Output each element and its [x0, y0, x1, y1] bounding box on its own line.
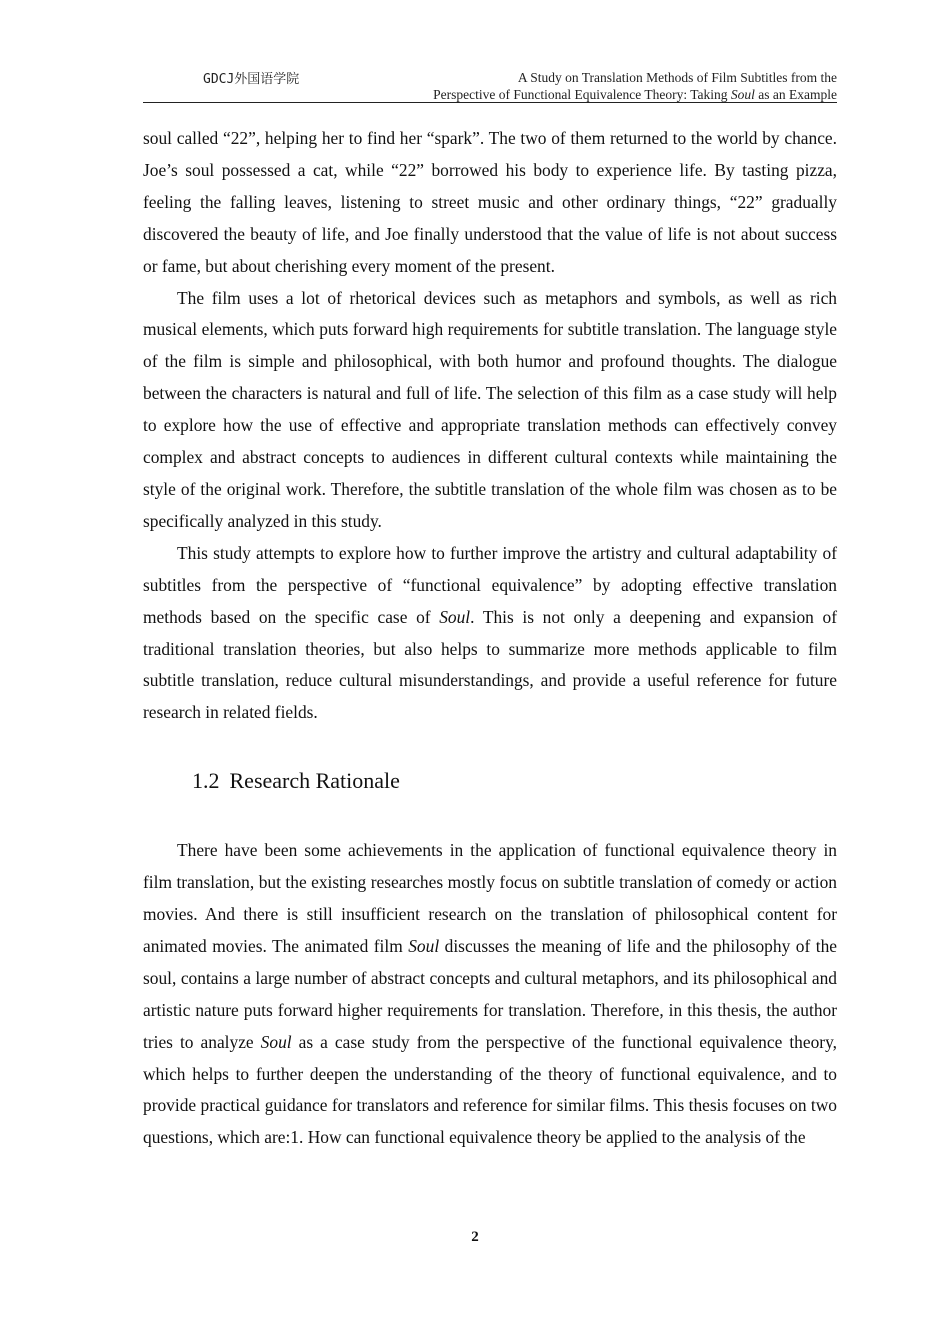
paragraph-text: as a case study from the perspective of the functional equivalence theory, which helps to further deepen the understanding of the theory of functional equivalence, and to provide practical guidance for translators and reference for similar films. This thesis focuses on two questions, which are:1. How can functional equivalence theory be applied to the analysis of the	[143, 1031, 837, 1148]
header-thesis-title	[433, 69, 837, 103]
section-heading	[192, 767, 837, 795]
header-rule	[143, 102, 837, 103]
header-title-text: Perspective of Functional Equivalence Theory: Taking	[433, 87, 731, 102]
body-text	[143, 123, 837, 1154]
header-title-line2	[433, 86, 837, 103]
paragraph-text: discusses the meaning of life and the philosophy of the soul, contains a large number of abstract concepts and cultural metaphors, and its philosophical and artistic nature puts forward higher requirements for translation. Therefore, in this thesis, the author tries to analyze	[143, 935, 837, 1052]
header-title-film: Soul	[730, 87, 755, 102]
header-title-line1: A Study on Translation Methods of Film Subtitles from the	[517, 70, 837, 85]
paragraph	[143, 835, 837, 1154]
section-title: Research Rationale	[229, 768, 400, 794]
paragraph-text: There have been some achievements in the application of functional equivalence theory in film translation, but the existing researches mostly focus on subtitle translation of comedy or action movies. And there is still insufficient research on the translation of philosophical content for animated movies. The animated film	[143, 840, 837, 956]
paragraph-text: . This is not only a deepening and expansion of traditional translation theories, but also helps to summarize more methods applicable to film subtitle translation, reduce cultural misunderstandings, and provide a useful reference for future research in related fields.	[143, 606, 837, 723]
film-title: Soul	[260, 1031, 292, 1052]
header-title-text-end: as an Example	[754, 87, 837, 102]
film-title: Soul	[408, 935, 440, 956]
paragraph: The film uses a lot of rhetorical devices such as metaphors and symbols, as well as rich musical elements, which puts forward high requirements for subtitle translation. The language style of the film is simple and philosophical, with both humor and profound thoughts. The dialogue between the characters is natural and full of life. The selection of this film as a case study will help to explore how the use of effective and appropriate translation methods can effectively convey complex and abstract concepts to audiences in different cultural contexts while maintaining the style of the original work. Therefore, the subtitle translation of the whole film was chosen as to be specifically analyzed in this study.	[143, 287, 837, 531]
section-number: 1.2	[192, 768, 220, 794]
header-institution: GDCJ外国语学院	[203, 72, 300, 87]
paragraph	[143, 538, 837, 729]
paragraph-text: This study attempts to explore how to further improve the artistry and cultural adaptability of subtitles from the perspective of “functional equivalence” by adopting effective translation methods based on the specific case of	[143, 542, 837, 627]
page-number: 2	[471, 1229, 479, 1245]
film-title: Soul	[439, 606, 471, 627]
paragraph-continued: soul called “22”, helping her to find her “spark”. The two of them returned to the world by chance. Joe’s soul possessed a cat, while “22” borrowed his body to experience life. By tasting pizza, feeling the falling leaves, listening to street music and other ordinary things, “22” gradually discovered the beauty of life, and Joe finally understood that the value of life is not about success or fame, but about cherishing every moment of the present.	[143, 128, 837, 276]
